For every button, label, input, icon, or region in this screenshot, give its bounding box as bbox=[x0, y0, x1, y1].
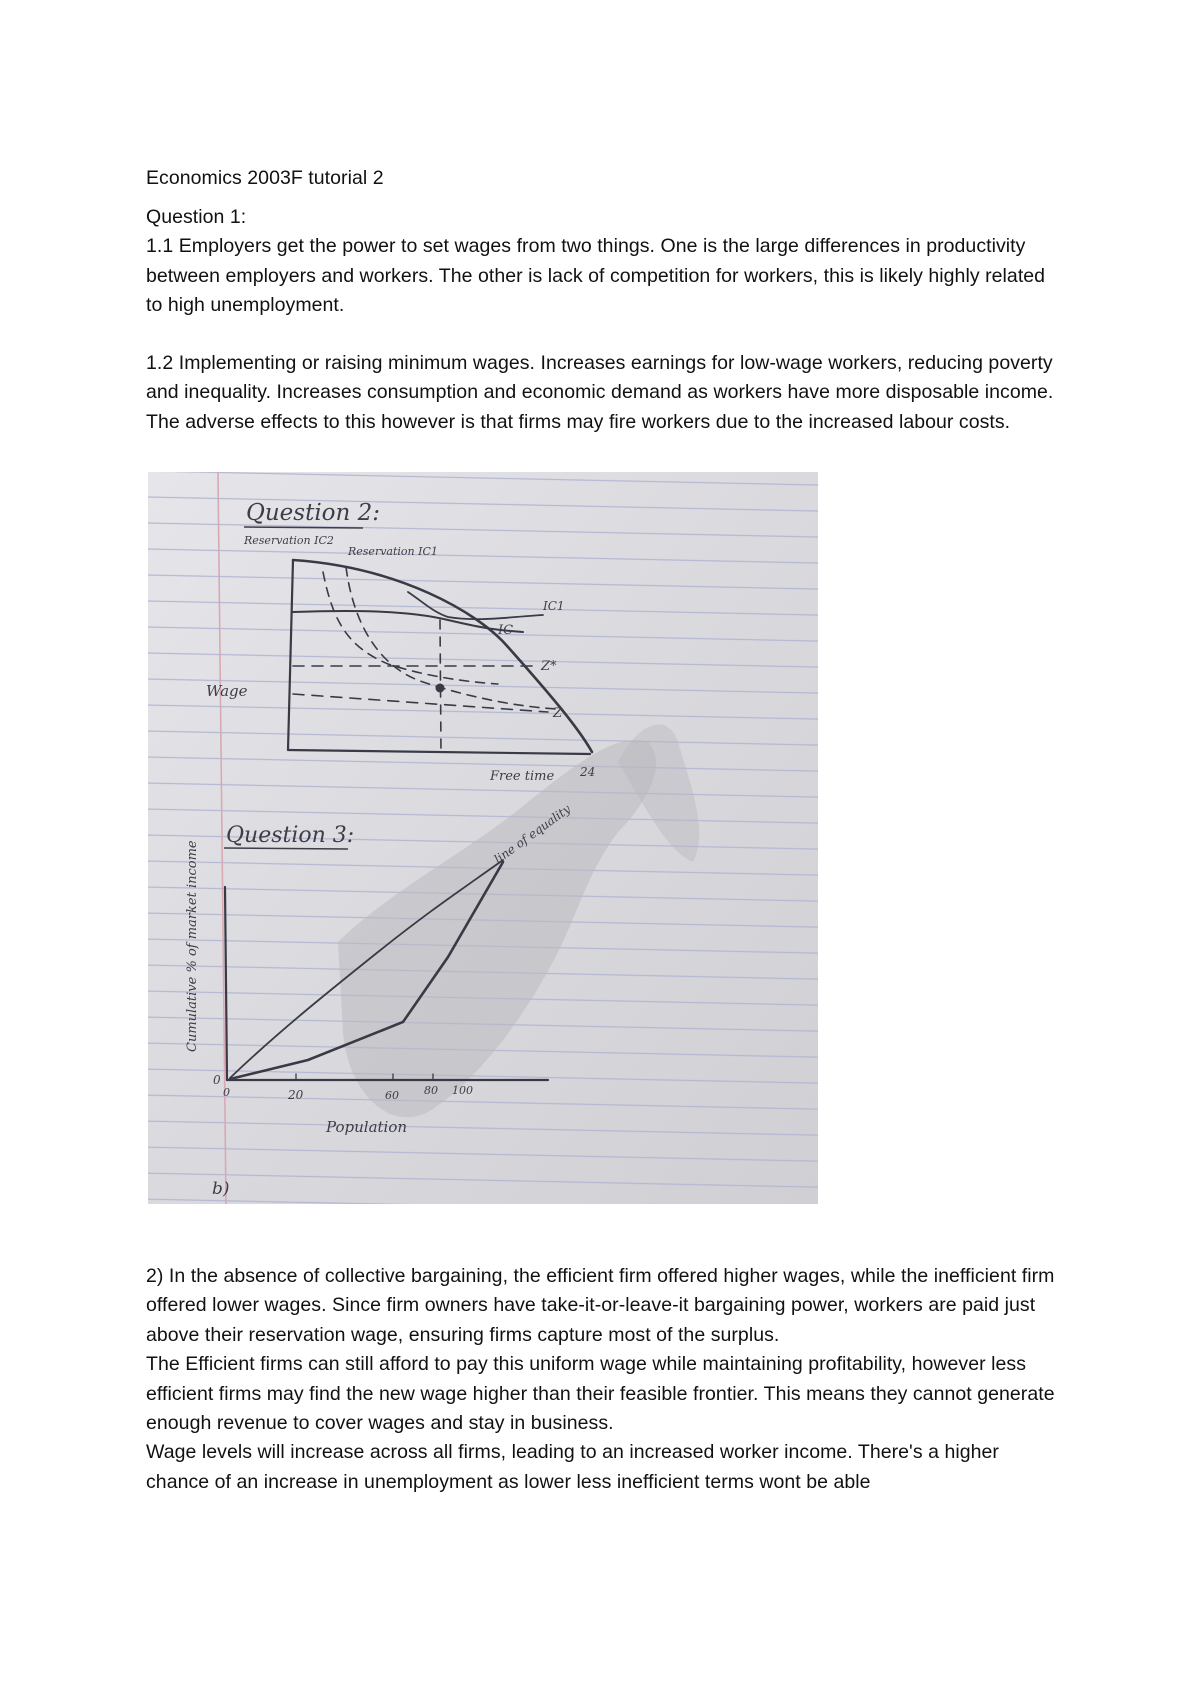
question-2-para-1: 2) In the absence of collective bargaining, the efficient firm offered higher wages, while the inefficient firm offered lower wages. Since firm owners have take-it-or-leave-it bargaining power, workers are paid just above their reservation wage, ensuring firms capture most of the surplus. bbox=[146, 1265, 1055, 1346]
q3-tick-100: 100 bbox=[452, 1084, 473, 1097]
q2-heading-underline bbox=[244, 527, 363, 528]
q2-heading: Question 2: bbox=[246, 500, 381, 526]
q3-tick-0: 0 bbox=[213, 1073, 221, 1087]
q3-tick-80: 80 bbox=[424, 1084, 438, 1097]
question-2-para-2: The Efficient firms can still afford to pay this uniform wage while maintaining profitability, however less efficient firms may find the new wage higher than their feasible frontier. This means they cannot generate enough revenue to cover wages and stay in business. bbox=[146, 1353, 1055, 1435]
q2-label-24: 24 bbox=[580, 765, 596, 779]
question-2-section bbox=[146, 1262, 1066, 1497]
answer-1-2-section bbox=[146, 349, 1066, 437]
question-2-para-3: Wage levels will increase across all firms, leading to an increased worker income. There's a higher chance of an increase in unemployment as lower less inefficient terms wont be able bbox=[146, 1441, 999, 1493]
answer-1-1: 1.1 Employers get the power to set wages from two things. One is the large differences in productivity between employers and workers. The other is lack of competition for workers, this is likely highly related to high unemployment. bbox=[146, 235, 1046, 317]
q3-part-b: b) bbox=[212, 1179, 230, 1199]
q3-label-line-of-equality: line of equality bbox=[491, 801, 574, 867]
q3-tick-20: 20 bbox=[288, 1088, 304, 1102]
q2-label-ic: IC bbox=[498, 623, 514, 638]
q3-heading-underline bbox=[224, 848, 348, 849]
question-1-section bbox=[146, 203, 1066, 321]
q2-label-free-time: Free time bbox=[490, 769, 555, 784]
document-title: Economics 2003F tutorial 2 bbox=[146, 166, 384, 189]
q2-label-reservation-ic2: Reservation IC2 bbox=[244, 534, 334, 547]
answer-1-2: 1.2 Implementing or raising minimum wages. Increases earnings for low-wage workers, reducing poverty and inequality. Increases consumption and economic demand as workers have more disposable income. The adverse effects to this however is that firms may fire workers due to the increased labour costs. bbox=[146, 352, 1054, 433]
q2-label-wage: Wage bbox=[206, 682, 248, 700]
handwritten-notes-drawing bbox=[148, 472, 818, 1204]
q2-label-reservation-ic1: Reservation IC1 bbox=[348, 545, 438, 558]
question-1-heading: Question 1: bbox=[146, 206, 247, 228]
q3-tick-60: 60 bbox=[385, 1089, 399, 1102]
q2-label-ic1: IC1 bbox=[543, 599, 565, 613]
q2-label-z: Z bbox=[553, 706, 563, 721]
q3-label-x-axis: Population bbox=[326, 1118, 408, 1136]
q3-heading: Question 3: bbox=[226, 823, 355, 848]
handwritten-notes-photo bbox=[148, 472, 818, 1204]
q2-label-z-star: Z* bbox=[541, 659, 557, 674]
equilibrium-point bbox=[436, 684, 445, 693]
q3-tick-x-0: 0 bbox=[223, 1086, 230, 1099]
q3-label-y-axis: Cumulative % of market income bbox=[185, 840, 200, 1052]
